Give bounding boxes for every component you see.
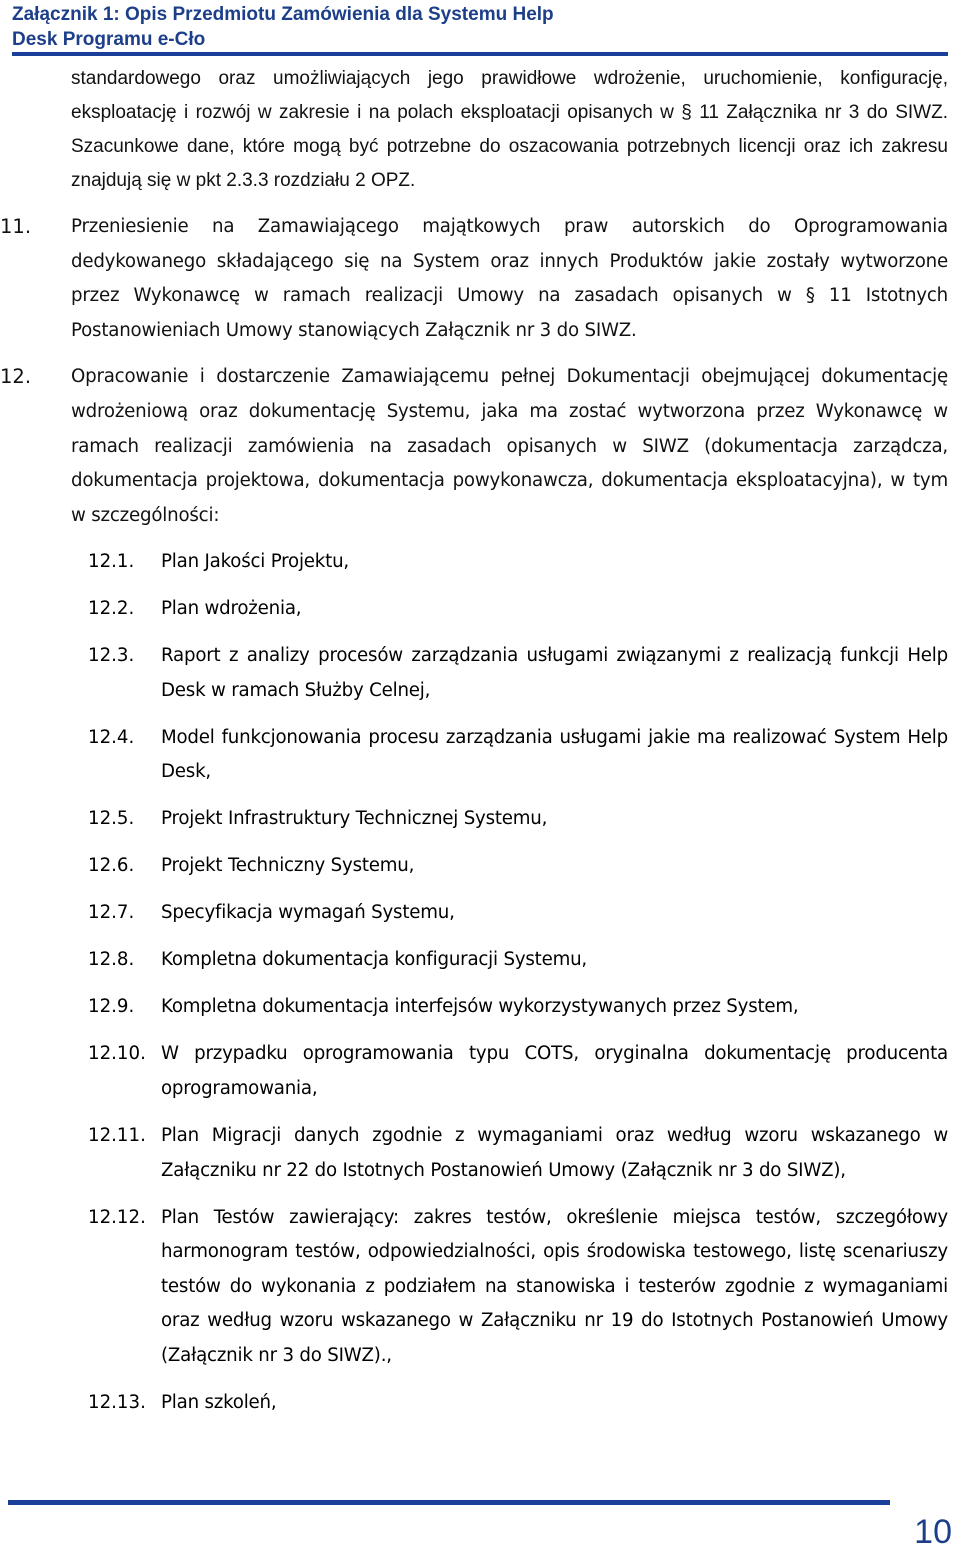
sublist-number: 12.11. bbox=[88, 1124, 146, 1146]
sublist-number: 12.1. bbox=[88, 551, 135, 573]
sublist-number: 12.10. bbox=[88, 1043, 146, 1065]
sublist-item bbox=[71, 943, 948, 978]
sublist-item bbox=[71, 592, 948, 627]
sublist-text: Projekt Techniczny Systemu, bbox=[161, 855, 415, 877]
sublist-text: Kompletna dokumentacja interfejsów wykorzystywanych przez System, bbox=[161, 996, 799, 1018]
header-title-line-2: Desk Programu e-Cło bbox=[12, 29, 206, 50]
sublist-number: 12.7. bbox=[88, 902, 135, 924]
sublist-text: Plan wdrożenia, bbox=[161, 598, 302, 620]
sublist-number: 12.8. bbox=[88, 949, 135, 971]
sublist-text: Kompletna dokumentacja konfiguracji Systemu, bbox=[161, 949, 588, 971]
sublist-text: Specyfikacja wymagań Systemu, bbox=[161, 902, 455, 924]
page-number: 10 bbox=[914, 1513, 952, 1551]
sublist-number: 12.13. bbox=[88, 1391, 146, 1413]
document-body bbox=[0, 62, 948, 1433]
intro-paragraph: standardowego oraz umożliwiających jego prawidłowe wdrożenie, uruchomienie, konfigurację, eksploatację i rozwój w zakresie i na polach eksploatacji opisanych w § 11 Załącznika nr 3 do SIWZ. Szacunkowe dane, które mogą być potrzebne do oszacowania potrzebnych licencji oraz ich zakresu znajdują się w pkt 2.3.3 rozdziału 2 OPZ. bbox=[71, 68, 948, 191]
sublist-item bbox=[71, 721, 948, 790]
sublist-item bbox=[71, 545, 948, 580]
sublist-item bbox=[71, 802, 948, 837]
sublist-item bbox=[71, 1037, 948, 1106]
sublist-item bbox=[71, 990, 948, 1025]
sublist-item bbox=[71, 896, 948, 931]
sublist-text: Plan Jakości Projektu, bbox=[161, 551, 349, 573]
list-number: 12. bbox=[0, 365, 32, 389]
sublist-number: 12.3. bbox=[88, 645, 135, 667]
sublist-text: Raport z analizy procesów zarządzania usługami związanymi z realizacją funkcji Help Desk w ramach Służby Celnej, bbox=[161, 645, 948, 701]
list-item-text: Przeniesienie na Zamawiającego majątkowych praw autorskich do Oprogramowania dedykowanego składającego się na System oraz innych Produktów jakie zostały wytworzone przez Wykonawcę w ramach realizacji Umowy na zasadach opisanych w § 11 Istotnych Postanowieniach Umowy stanowiących Załącznik nr 3 do SIWZ. bbox=[71, 216, 948, 341]
sublist-text: Projekt Infrastruktury Technicznej Systemu, bbox=[161, 808, 548, 830]
header-title-line-1: Załącznik 1: Opis Przedmiotu Zamówienia dla Systemu Help bbox=[12, 4, 554, 25]
list-number: 11. bbox=[0, 215, 32, 238]
sublist-text: Plan Testów zawierający: zakres testów, określenie miejsca testów, szczegółowy harmonogram testów, odpowiedzialności, opis środowiska testowego, listę scenariuszy testów do wykonania z podziałem na stanowiska i testerów zgodnie z wymaganiami oraz według wzoru wskazanego w Załączniku nr 19 do Istotnych Postanowień Umowy (Załącznik nr 3 do SIWZ)., bbox=[161, 1206, 948, 1366]
sublist-text: Plan szkoleń, bbox=[161, 1391, 277, 1413]
sublist-item bbox=[71, 1201, 948, 1374]
sublist-number: 12.9. bbox=[88, 996, 135, 1018]
sublist-number: 12.4. bbox=[88, 726, 135, 748]
sublist-text: W przypadku oprogramowania typu COTS, oryginalna dokumentację producenta oprogramowania, bbox=[161, 1043, 948, 1099]
sublist-number: 12.6. bbox=[88, 855, 135, 877]
footer-divider bbox=[8, 1500, 890, 1505]
sublist-item bbox=[71, 1386, 948, 1421]
sublist-item bbox=[71, 849, 948, 884]
sublist-12 bbox=[71, 545, 948, 1420]
page-header bbox=[12, 0, 952, 56]
list-item-text: Opracowanie i dostarczenie Zamawiającemu pełnej Dokumentacji obejmującej dokumentację wdrożeniową oraz dokumentację Systemu, jaka ma zostać wytworzona przez Wykonawcę w ramach realizacji zamówienia na zasadach opisanych w SIWZ (dokumentacja zarządcza, dokumentacja projektowa, dokumentacja powykonawcza, dokumentacja eksploatacyjna), w tym w szczególności: bbox=[71, 366, 948, 526]
sublist-number: 12.5. bbox=[88, 808, 135, 830]
sublist-text: Model funkcjonowania procesu zarządzania usługami jakie ma realizować System Help Desk, bbox=[161, 726, 948, 783]
sublist-item bbox=[71, 639, 948, 708]
list-item-11 bbox=[0, 210, 948, 348]
sublist-item bbox=[71, 1119, 948, 1188]
header-divider bbox=[12, 52, 948, 56]
sublist-number: 12.12. bbox=[88, 1206, 146, 1228]
sublist-number: 12.2. bbox=[88, 598, 135, 620]
sublist-text: Plan Migracji danych zgodnie z wymaganiami oraz według wzoru wskazanego w Załączniku nr 22 do Istotnych Postanowień Umowy (Załącznik nr 3 do SIWZ), bbox=[161, 1124, 948, 1181]
list-item-12 bbox=[0, 360, 948, 533]
